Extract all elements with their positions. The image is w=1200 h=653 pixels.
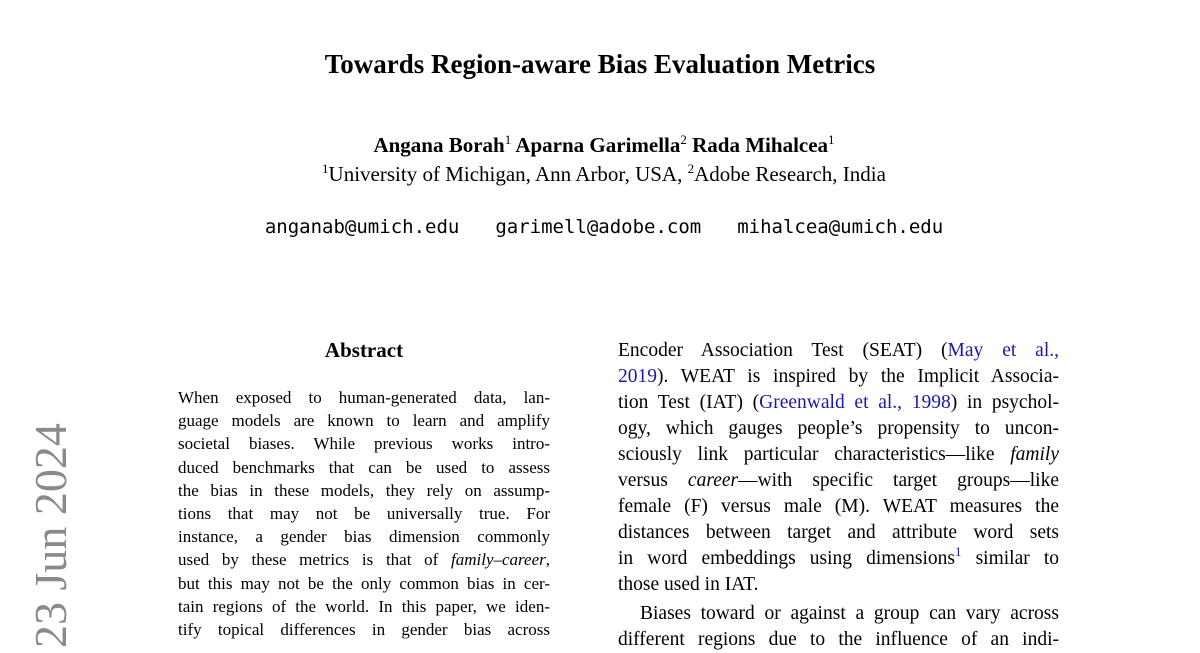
abstract-line: duced benchmarks that can be used to assess <box>178 457 550 477</box>
abstract-section <box>178 336 550 641</box>
abstract-heading: Abstract <box>324 338 404 362</box>
body-column <box>618 338 1059 653</box>
paper-title: Towards Region-aware Bias Evaluation Metrics <box>324 49 876 79</box>
author-affiliation-mark: 2 <box>680 132 687 147</box>
abstract-line: When exposed to human-generated data, lan- <box>178 388 550 407</box>
abstract-text: used by these metrics is that of <box>178 550 452 570</box>
body-line <box>618 364 1059 390</box>
author-list <box>0 131 1200 159</box>
body-text: sciously link particular characteristics—like <box>618 444 1011 465</box>
body-text: ) in psychol- <box>950 392 1059 413</box>
body-line <box>618 390 1059 416</box>
affiliations <box>0 160 1200 188</box>
author-email: mihalcea@umich.edu <box>737 216 944 238</box>
abstract-line: tions that may not be universally true. For <box>178 504 550 524</box>
body-text: —with specific target groups—like <box>738 470 1059 491</box>
arxiv-datestamp: 23 Jun 2024 <box>25 423 76 648</box>
author-affiliation-mark: 1 <box>504 132 512 147</box>
email-list <box>0 214 1200 240</box>
citation-link[interactable]: 2019 <box>618 366 657 387</box>
footnote-link[interactable]: 1 <box>954 544 962 559</box>
abstract-line: tain regions of the world. In this paper, we iden- <box>178 596 550 616</box>
body-line: Biases toward or against a group can vary across <box>640 603 1059 624</box>
author-email: anganab@umich.edu <box>264 216 460 238</box>
abstract-text: , <box>545 550 550 570</box>
body-text: tion Test (IAT) ( <box>618 392 760 413</box>
body-line: those used in IAT. <box>618 574 759 595</box>
abstract-line <box>178 548 550 571</box>
affiliation-1: University of Michigan, Ann Arbor, USA, <box>328 162 683 186</box>
body-italic-term: family <box>1010 444 1059 465</box>
author-name: Aparna Garimella <box>515 133 681 157</box>
body-line: ogy, which gauges people’s propensity to uncon- <box>618 418 1059 439</box>
body-text: similar to <box>961 548 1059 569</box>
author-name: Rada Mihalcea <box>692 133 829 157</box>
body-line: distances between target and attribute word sets <box>618 522 1059 543</box>
body-text: versus <box>618 470 688 491</box>
body-line <box>618 468 1059 494</box>
abstract-line: tify topical differences in gender bias across <box>178 620 550 640</box>
abstract-italic-term: family–career <box>451 550 546 570</box>
citation-link[interactable]: Greenwald et al., 1998 <box>759 392 951 413</box>
body-text: in word embeddings using dimensions <box>618 548 955 569</box>
body-text: Encoder Association Test (SEAT) ( <box>618 340 948 361</box>
body-line <box>618 546 1059 572</box>
citation-link[interactable]: May et al., <box>947 340 1060 361</box>
body-line <box>618 442 1059 468</box>
abstract-line: the bias in these models, they rely on assump- <box>178 480 550 500</box>
affiliation-2: Adobe Research, India <box>694 162 886 186</box>
abstract-line: societal biases. While previous works intro- <box>178 434 550 454</box>
abstract-line: instance, a gender bias dimension commonly <box>178 527 550 547</box>
body-line: female (F) versus male (M). WEAT measures the <box>618 496 1059 517</box>
body-line: different regions due to the influence of an indi- <box>618 629 1059 650</box>
author-name: Angana Borah <box>373 133 505 157</box>
author-affiliation-mark: 1 <box>828 132 835 147</box>
body-text: ). WEAT is inspired by the Implicit Associa- <box>657 366 1059 387</box>
abstract-line: but this may not be the only common bias in cer- <box>178 573 550 593</box>
affiliation-mark: 1 <box>322 161 329 176</box>
body-line <box>618 338 1059 364</box>
author-email: garimell@adobe.com <box>495 216 702 238</box>
affiliation-mark: 2 <box>687 161 695 176</box>
abstract-line: guage models are known to learn and amplify <box>178 411 550 431</box>
body-italic-term: career <box>687 470 739 491</box>
